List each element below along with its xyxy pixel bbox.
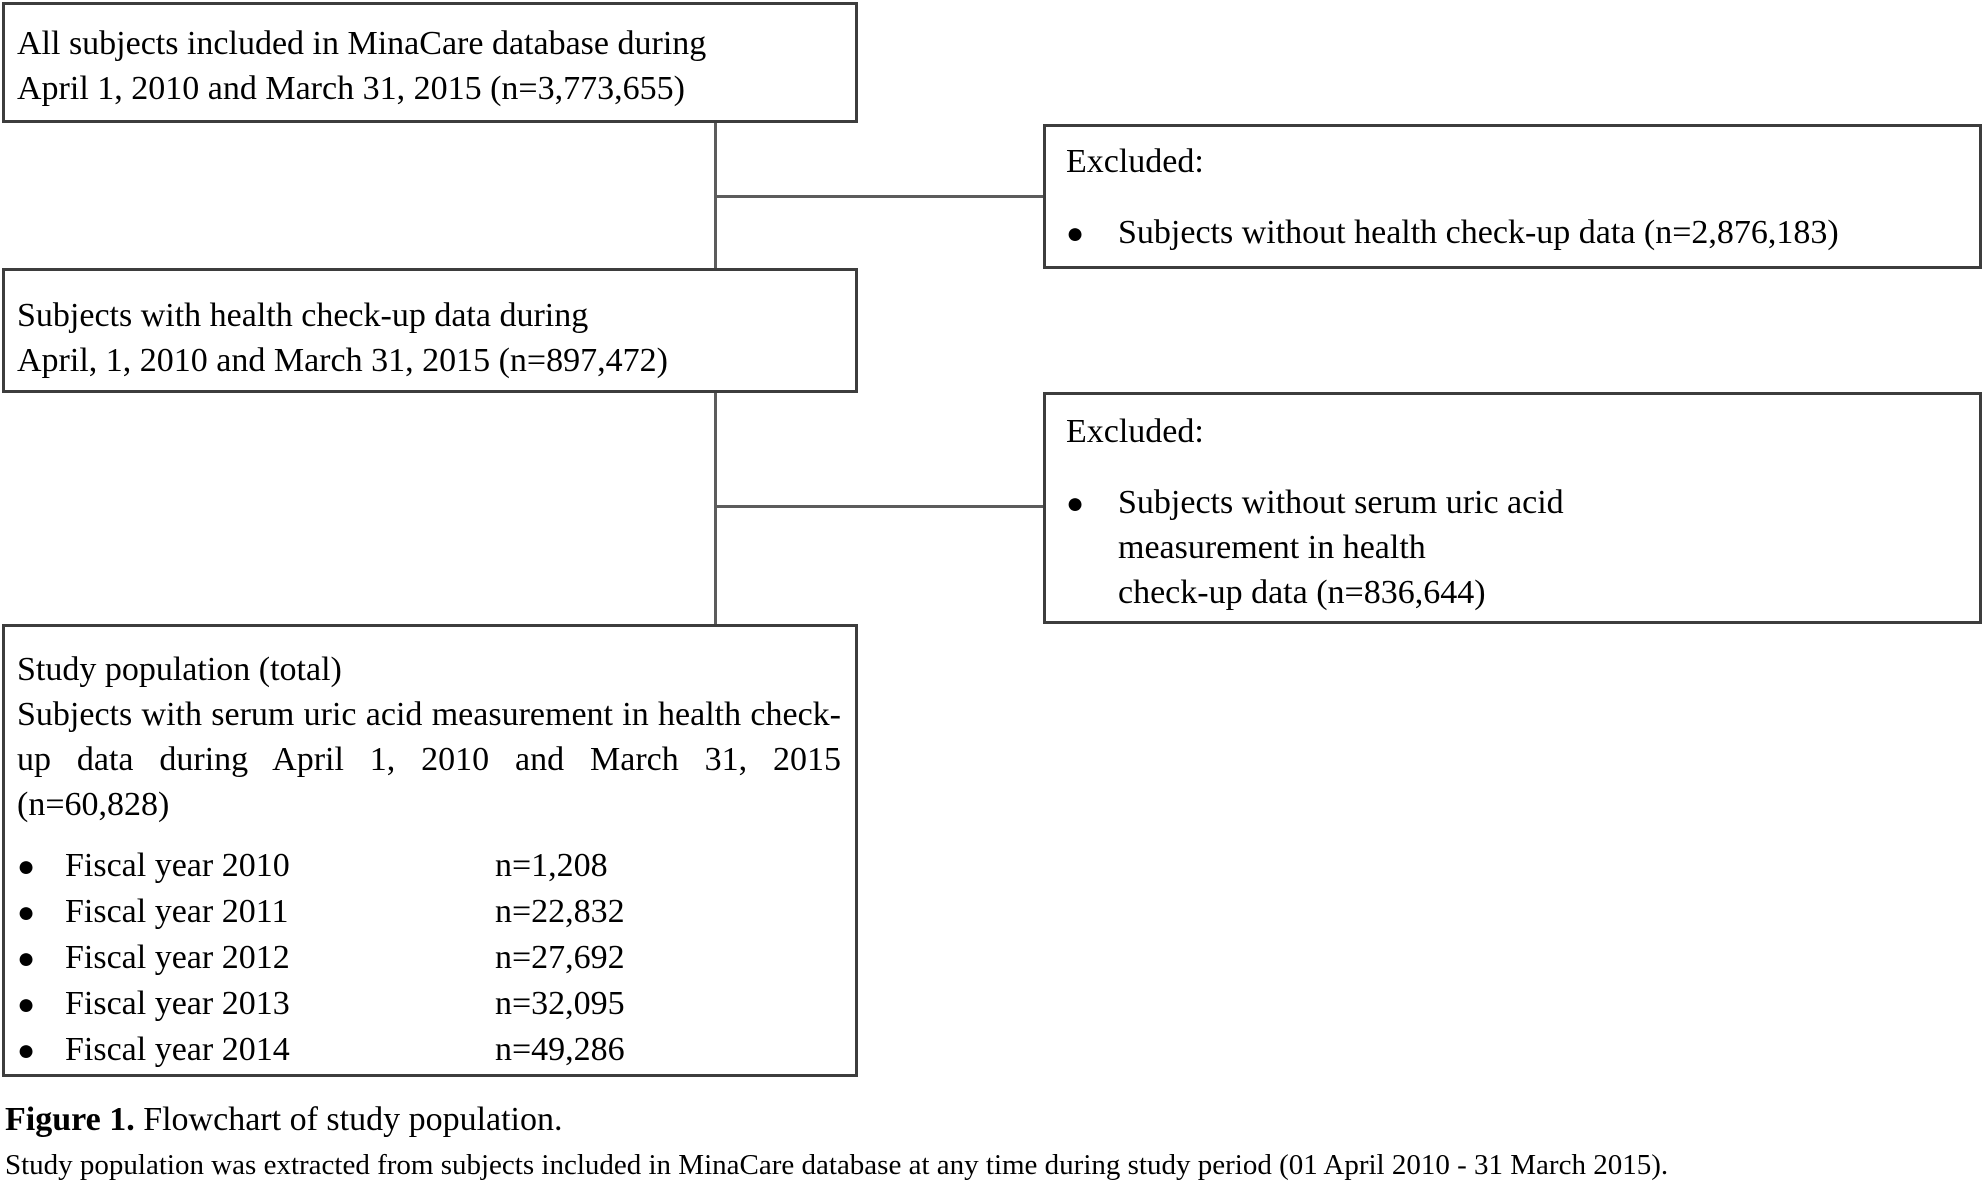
study-population-body: Subjects with serum uric acid measurement in health check-up data during April 1, 2010 and March 31, 2015 (n=60,828) [17,696,841,823]
excluded-2-title: Excluded: [1066,413,1204,450]
excluded-2-bullet-line2: measurement in health [1118,529,1426,566]
fiscal-year-value: n=1,208 [495,847,608,884]
fiscal-year-list [17,843,841,1073]
connector-horizontal-1 [714,195,1043,198]
fiscal-year-value: n=27,692 [495,939,625,976]
fiscal-year-label: Fiscal year 2013 [65,985,290,1022]
fiscal-year-value: n=22,832 [495,893,625,930]
figure-caption-title: Flowchart of study population. [134,1101,563,1138]
bullet-icon: ● [17,850,36,883]
bullet-icon: ● [17,1034,36,1067]
excluded-2-bullet-text [1118,480,1963,615]
box-health-checkup [2,268,858,393]
bullet-icon: ● [17,988,36,1021]
fiscal-year-row [17,981,841,1027]
fiscal-year-row [17,1027,841,1073]
box-excluded-2 [1043,392,1982,624]
fiscal-year-row [17,935,841,981]
figure-note: Study population was extracted from subjects included in MinaCare database at any time during study period (01 April 2010 - 31 March 2015). [5,1149,1669,1181]
excluded-1-bullet-text: Subjects without health check-up data (n=2,876,183) [1118,214,1839,251]
box-health-checkup-line2: April, 1, 2010 and March 31, 2015 (n=897,472) [17,342,668,379]
excluded-2-bullet-line1: Subjects without serum uric acid [1118,484,1564,521]
excluded-1-bullet-row [1066,210,1963,256]
box-health-checkup-line1: Subjects with health check-up data during [17,297,589,334]
connector-horizontal-2 [714,505,1043,508]
fiscal-year-value: n=32,095 [495,985,625,1022]
figure-caption-label: Figure 1. [5,1101,135,1138]
box-study-population [2,624,858,1077]
excluded-2-bullet-line3: check-up data (n=836,644) [1118,574,1486,611]
box-all-subjects-line1: All subjects included in MinaCare database during [17,25,707,62]
connector-vertical-2 [714,392,717,625]
box-all-subjects [2,2,858,123]
box-all-subjects-line2: April 1, 2010 and March 31, 2015 (n=3,773,655) [17,70,685,107]
figure-caption [5,1098,563,1142]
fiscal-year-row [17,889,841,935]
bullet-icon: ● [1066,217,1085,250]
box-excluded-1 [1043,124,1982,269]
fiscal-year-value: n=49,286 [495,1031,625,1068]
bullet-icon: ● [17,942,36,975]
bullet-icon: ● [17,896,36,929]
fiscal-year-label: Fiscal year 2010 [65,847,290,884]
bullet-icon: ● [1066,487,1085,520]
excluded-1-title: Excluded: [1066,143,1204,180]
fiscal-year-label: Fiscal year 2011 [65,893,289,930]
study-population-title: Study population (total) [17,651,342,688]
excluded-2-bullet-row [1066,480,1963,615]
fiscal-year-label: Fiscal year 2012 [65,939,290,976]
fiscal-year-row [17,843,841,889]
fiscal-year-label: Fiscal year 2014 [65,1031,290,1068]
